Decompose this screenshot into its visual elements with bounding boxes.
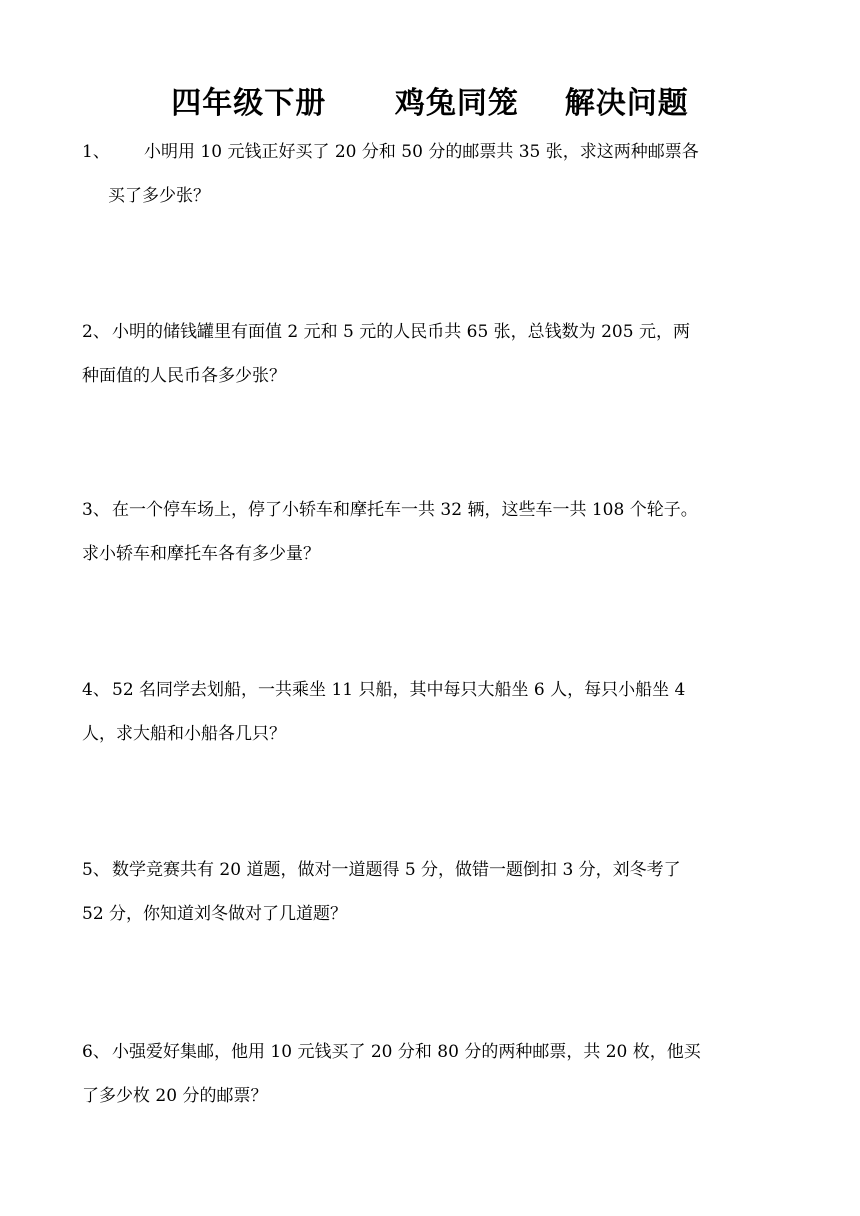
problem-1-line-1: 小明用 10 元钱正好买了 20 分和 50 分的邮票共 35 张，求这两种邮票各 [144,142,699,162]
problem-2-number: 2、 [82,322,110,342]
page-title: 四年级下册 鸡兔同笼 解决问题 [171,86,689,121]
problem-4-line-2: 人，求大船和小船各几只？ [82,724,286,744]
problem-5-line-2: 52 分，你知道刘冬做对了几道题？ [82,904,348,924]
problem-3-number: 3、 [82,500,110,520]
problem-5-number: 5、 [82,860,110,880]
problem-6-line-2: 了多少枚 20 分的邮票？ [82,1086,268,1106]
problem-5-line-1: 数学竞赛共有 20 道题，做对一道题得 5 分，做错一题倒扣 3 分，刘冬考了 [112,860,681,880]
problem-6-number: 6、 [82,1042,110,1062]
problem-2-line-1: 小明的储钱罐里有面值 2 元和 5 元的人民币共 65 张，总钱数为 205 元，两 [112,322,690,342]
problem-3-line-1: 在一个停车场上，停了小轿车和摩托车一共 32 辆，这些车一共 108 个轮子。 [112,500,698,520]
problem-4-number: 4、 [82,680,110,700]
problem-3-line-2: 求小轿车和摩托车各有多少量？ [82,544,320,564]
problem-1-line-2: 买了多少张？ [108,186,210,206]
problem-6-line-1: 小强爱好集邮，他用 10 元钱买了 20 分和 80 分的两种邮票，共 20 枚，他买 [112,1042,701,1062]
problem-1-number: 1、 [82,142,110,162]
problem-2-line-2: 种面值的人民币各多少张？ [82,366,286,386]
problem-4-line-1: 52 名同学去划船，一共乘坐 11 只船，其中每只大船坐 6 人，每只小船坐 4 [112,680,686,700]
